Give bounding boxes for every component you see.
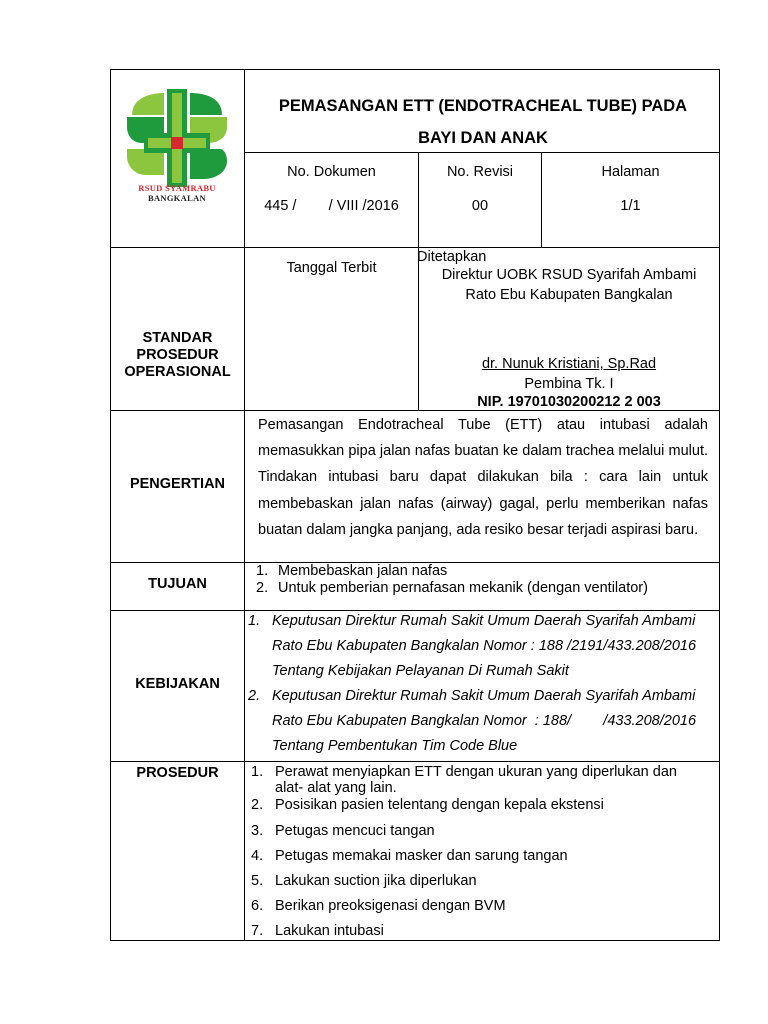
list-item-text: Rato Ebu Kabupaten Bangkalan Nomor : 188/ /433.208/2016 — [272, 713, 697, 729]
list-item-number: 3. — [251, 823, 264, 839]
logo-text-hospital: RSUD SYAMRABU — [138, 183, 216, 193]
issue-date-label: Tanggal Terbit — [286, 260, 377, 276]
sop-label-line-3: OPERASIONAL — [124, 364, 231, 380]
list-item-number: 1. — [251, 764, 264, 780]
list-item-text: Tentang Kebijakan Pelayanan Di Rumah Sakit — [272, 663, 569, 679]
list-item-text: Tentang Pembentukan Tim Code Blue — [272, 738, 518, 754]
logo-text-city: BANGKALAN — [148, 193, 206, 203]
list-item-text: Membebaskan jalan nafas — [278, 563, 448, 579]
list-item-text: Lakukan intubasi — [275, 923, 384, 939]
list-item-number: 4. — [251, 848, 264, 864]
list-item-text: Petugas memakai masker dan sarung tangan — [275, 848, 568, 864]
list-item-text: Perawat menyiapkan ETT dengan ukuran yang diperlukan dan — [275, 764, 677, 780]
cross-emblem-icon — [124, 85, 230, 195]
sop-label-line-1: STANDAR — [142, 330, 213, 346]
list-item-number: 7. — [251, 923, 264, 939]
page-value: 1/1 — [620, 198, 641, 214]
prosedur-label: PROSEDUR — [136, 765, 219, 781]
list-item-number: 2. — [256, 580, 269, 596]
list-item-text: alat- alat yang lain. — [275, 780, 397, 796]
list-item-number: 5. — [251, 873, 264, 889]
table-rule-tujuan-bottom — [110, 610, 720, 611]
list-item-text: Lakukan suction jika diperlukan — [275, 873, 477, 889]
document-title — [248, 90, 718, 154]
signer-nip: NIP. 19701030200212 2 003 — [477, 394, 661, 410]
list-item-text: Keputusan Direktur Rumah Sakit Umum Daerah Syarifah Ambami — [272, 688, 696, 704]
approved-label: Ditetapkan — [417, 249, 487, 265]
list-item-text: Rato Ebu Kabupaten Bangkalan Nomor : 188 /2191/433.208/2016 — [272, 638, 697, 654]
revision-label: No. Revisi — [446, 164, 514, 180]
list-item-text: Petugas mencuci tangan — [275, 823, 435, 839]
list-item-number: 2. — [251, 797, 264, 813]
pengertian-label: PENGERTIAN — [129, 476, 226, 492]
table-rule-kebijakan-bottom — [110, 761, 720, 762]
table-border-left — [110, 69, 111, 941]
table-border-top — [110, 69, 720, 70]
list-item-text: Keputusan Direktur Rumah Sakit Umum Daerah Syarifah Ambami — [272, 613, 696, 629]
doc-number-value: 445 / / VIII /2016 — [264, 198, 399, 214]
list-item-number: 6. — [251, 898, 264, 914]
signer-name: dr. Nunuk Kristiani, Sp.Rad — [481, 356, 657, 372]
director-line-2: Rato Ebu Kabupaten Bangkalan — [465, 287, 673, 303]
page-label: Halaman — [601, 164, 660, 180]
table-rule-header-bottom — [110, 247, 720, 248]
sop-label-line-2: PROSEDUR — [136, 347, 219, 363]
document-title-line-2: BAYI DAN ANAK — [418, 129, 548, 147]
table-border-bottom — [110, 940, 720, 941]
list-item-text: Untuk pemberian pernafasan mekanik (dengan ventilator) — [278, 580, 648, 596]
list-item-text: Posisikan pasien telentang dengan kepala ekstensi — [275, 797, 604, 813]
table-border-right — [719, 69, 720, 941]
list-item-number: 1. — [256, 563, 269, 579]
tujuan-label: TUJUAN — [148, 576, 207, 592]
list-item-number: 2. — [248, 688, 261, 704]
list-item-number: 1. — [248, 613, 261, 629]
hospital-logo — [124, 85, 230, 210]
director-line-1: Direktur UOBK RSUD Syarifah Ambami — [441, 267, 697, 283]
kebijakan-label: KEBIJAKAN — [135, 676, 220, 692]
doc-number-label: No. Dokumen — [287, 164, 376, 180]
revision-value: 00 — [471, 198, 489, 214]
document-title-line-1: PEMASANGAN ETT (ENDOTRACHEAL TUBE) PADA — [278, 97, 688, 115]
pengertian-text: Pemasangan Endotracheal Tube (ETT) atau intubasi adalah memasukkan pipa jalan nafas buatan ke dalam trachea melalui mulut. Tindakan intubasi baru dapat dilakukan bila : cara lain untuk membebaskan jalan nafas (airway) gagal, perlu memberikan nafas buatan dalam jangka panjang, ada resiko besar terjadi aspirasi baru. — [258, 417, 708, 538]
signer-rank: Pembina Tk. I — [524, 376, 614, 392]
sop-label — [111, 330, 244, 381]
list-item-text: Berikan preoksigenasi dengan BVM — [275, 898, 506, 914]
